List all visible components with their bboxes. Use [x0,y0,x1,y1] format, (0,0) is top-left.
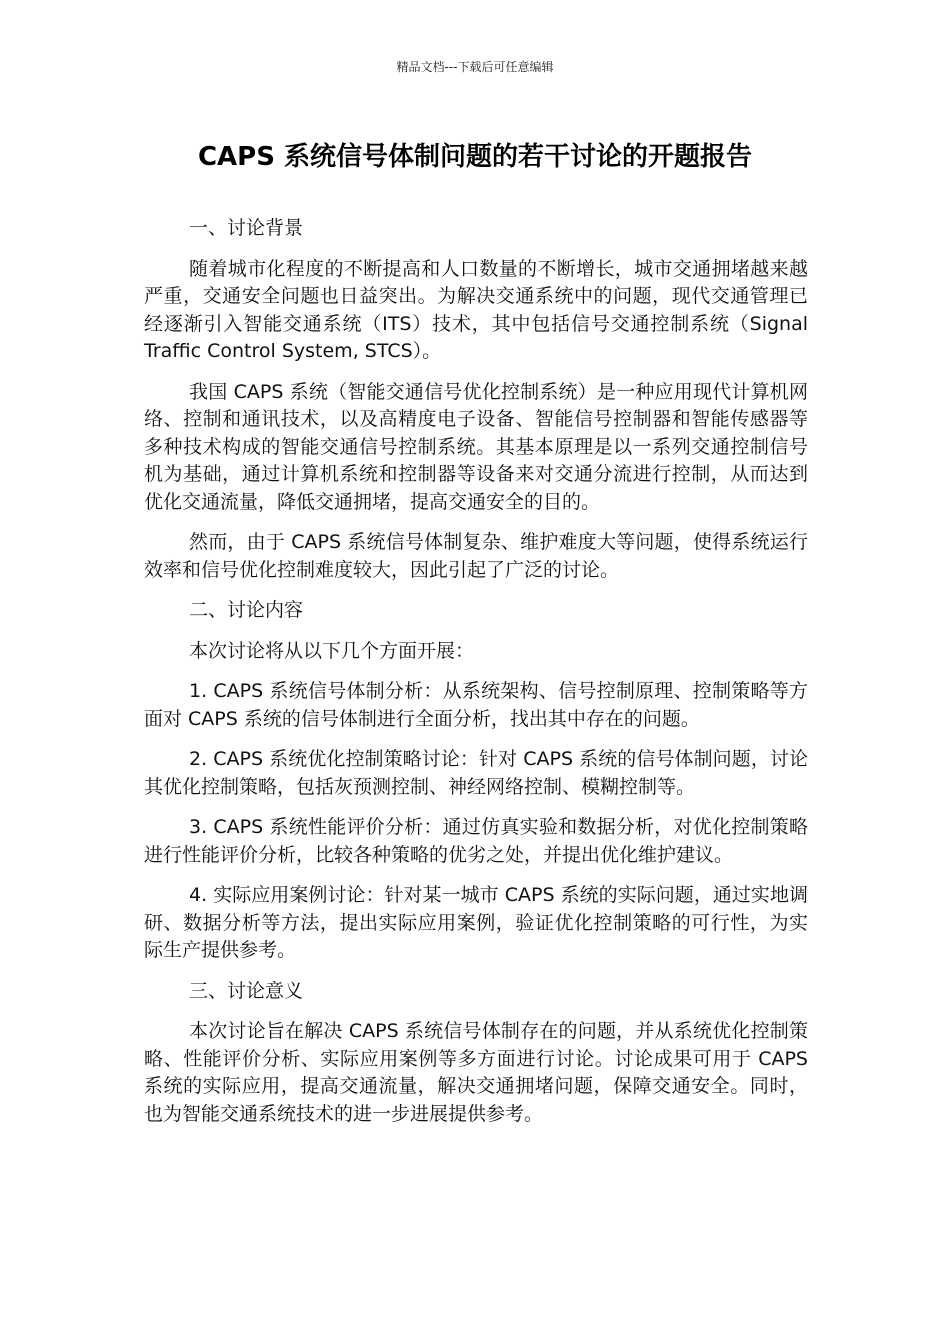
list-item: 4. 实际应用案例讨论：针对某一城市 CAPS 系统的实际问题，通过实地调研、数据分析等方法，提出实际应用案例，验证优化控制策略的可行性，为实际生产提供参考。 [144,884,808,961]
list-item: 2. CAPS 系统优化控制策略讨论：针对 CAPS 系统的信号体制问题，讨论其优化控制策略，包括灰预测控制、神经网络控制、模糊控制等。 [144,748,808,798]
paragraph: 我国 CAPS 系统（智能交通信号优化控制系统）是一种应用现代计算机网络、控制和通讯技术，以及高精度电子设备、智能信号控制器和智能传感器等多种技术构成的智能交通信号控制系统。其基本原理是以一系列交通控制信号机为基础，通过计算机系统和控制器等设备来对交通分流进行控制，从而达到优化交通流量，降低交通拥堵，提高交通安全的目的。 [144,380,808,513]
list-item: 1. CAPS 系统信号体制分析：从系统架构、信号控制原理、控制策略等方面对 CAPS 系统的信号体制进行全面分析，找出其中存在的问题。 [144,680,808,730]
section-heading-background: 一、讨论背景 [189,217,304,239]
list-item: 3. CAPS 系统性能评价分析：通过仿真实验和数据分析，对优化控制策略进行性能评价分析，比较各种策略的优劣之处，并提出优化维护建议。 [144,816,808,866]
document-body [144,215,808,1141]
section-heading-content: 二、讨论内容 [189,599,304,621]
paragraph: 随着城市化程度的不断提高和人口数量的不断增长，城市交通拥堵越来越严重，交通安全问题也日益突出。为解决交通系统中的问题，现代交通管理已经逐渐引入智能交通系统（ITS）技术，其中包括信号交通控制系统（Signal Traffic Control System, STCS）。 [144,257,808,362]
document-title: CAPS 系统信号体制问题的若干讨论的开题报告 [197,142,753,172]
header-note: 精品文档---下载后可任意编辑 [396,60,554,74]
paragraph: 然而，由于 CAPS 系统信号体制复杂、维护难度大等问题，使得系统运行效率和信号优化控制难度较大，因此引起了广泛的讨论。 [144,531,808,581]
paragraph: 本次讨论将从以下几个方面开展： [189,639,475,662]
section-heading-significance: 三、讨论意义 [189,979,304,1002]
paragraph: 本次讨论旨在解决 CAPS 系统信号体制存在的问题，并从系统优化控制策略、性能评价分析、实际应用案例等多方面进行讨论。讨论成果可用于 CAPS 系统的实际应用，提高交通流量，解决交通拥堵问题，保障交通安全。同时，也为智能交通系统技术的进一步进展提供参考。 [144,1020,808,1125]
